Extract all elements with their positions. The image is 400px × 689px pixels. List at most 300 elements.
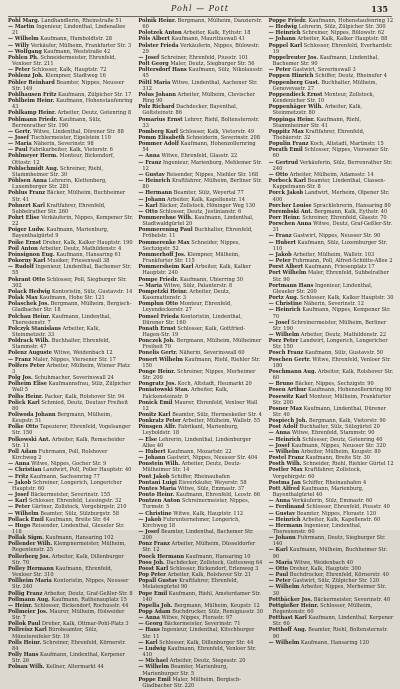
directory-entry xyxy=(138,646,263,658)
entry-name: — Josef xyxy=(268,442,290,449)
entry-name: Ponkratz Peter xyxy=(138,418,181,425)
directory-entry xyxy=(269,283,394,295)
entry-details: Verkäufer, Mülheim, Frankfurter Str. 3 xyxy=(30,42,132,49)
entry-details: Schiffer, Rheinauhafen xyxy=(171,473,230,480)
entry-details: Schlosser, Deutz, Gotenring 40 xyxy=(302,436,383,443)
entry-details: Koch, Altstadt, Martinstr. 15 xyxy=(310,141,384,148)
entry-details: Ingenieur, Lindenthal, Bachemer Str. 55 xyxy=(12,264,132,277)
entry-details: Tapezierer, Ehrenfeld, Vogelsanger Str. 150 xyxy=(12,424,131,437)
entry-details: Kaufmann, Ehrenfeld, Leostr. 66 xyxy=(175,492,261,499)
entry-name: Porschen Anna xyxy=(268,221,312,228)
entry-name: Port Wilhelm xyxy=(268,270,307,277)
entry-details: Näherin, Severinswall 60 xyxy=(179,350,245,357)
entry-details: Bäckermeister, Severinstr. 40 xyxy=(313,596,391,603)
directory-entry xyxy=(138,215,263,227)
entry-name: Pommersheim Karl xyxy=(138,264,194,271)
entry-details: Kraftfahrer, Ehrenfeld, Melatengürtel 90 xyxy=(142,578,239,591)
entry-name: Pollok Paul xyxy=(8,621,41,628)
entry-details: Kaufmann, Hohenzollernring 90 xyxy=(308,387,392,394)
entry-details: Kaufmann, Mülheim, Buchheimer Str. 90 xyxy=(272,547,388,560)
entry-name: Polnik Heinr. xyxy=(138,18,176,24)
entry-name: Pöhlsen Anna xyxy=(8,178,47,185)
entry-name: Populin Franz xyxy=(268,141,309,148)
directory-entry xyxy=(8,215,133,227)
directory-entry xyxy=(8,338,133,350)
entry-name: Ponge Heinr. xyxy=(138,368,176,375)
directory-entry xyxy=(269,270,394,282)
entry-name: Pönsgen Alfr. xyxy=(138,424,177,431)
directory-entry xyxy=(138,677,263,689)
entry-name: Pohlmann Friedr. xyxy=(8,116,58,123)
entry-name: Polus Johann xyxy=(138,91,176,98)
entry-details: Landwirt, Longerich, Longericher Str. 150 xyxy=(272,338,388,351)
entry-name: — Peter xyxy=(8,504,31,511)
entry-name: — Maria xyxy=(138,282,163,289)
directory-entry xyxy=(8,166,133,178)
entry-name: Poschen Gertr. xyxy=(268,356,311,363)
entry-name: Pommer Adolf xyxy=(138,141,179,148)
entry-details: Bergmann, Kalk, Vietorstr. 90 xyxy=(308,418,386,425)
entry-details: Arbeiter, Deutz, Kasemattenstr. 3 xyxy=(142,288,231,302)
entry-details: Maurer, Ehrenfeld, Venloer Wall 12 xyxy=(142,399,258,412)
entry-name: Polak Max xyxy=(8,295,38,302)
entry-details: Bäcker, Mülheim, Buchheimer Str. 41 xyxy=(12,190,126,203)
entry-details: Witwe, Kalk, Hauptstr. 112 xyxy=(173,510,244,517)
entry-details: Schreiner, Ehrenfeld, Glasstr. 70 xyxy=(302,215,387,221)
directory-entry xyxy=(8,277,133,289)
entry-name: — Paul xyxy=(8,147,28,154)
entry-details: Kaufmann, Marienburg, Bayenthalgürtel 40 xyxy=(272,485,364,499)
directory-entry xyxy=(138,578,263,590)
entry-details: Kaufmann, Ehrenfeld, Venloer Str. 410 xyxy=(142,645,257,659)
entry-name: Pohnert Karl xyxy=(8,202,45,209)
entry-details: Kaufmann, Nippes, Kempener Str. 70 xyxy=(272,307,391,320)
entry-name: Polchau Heinr. xyxy=(8,313,51,320)
entry-name: Porr Heinr. xyxy=(268,215,301,221)
entry-details: Kaufmann, Lindenthal, Stadtwaldgürtel 20 xyxy=(142,215,254,228)
entry-details: Kaufmann, Sachsenring 77 xyxy=(29,473,100,480)
entry-details: Eisverkäufer, Weyerstr. 58 xyxy=(178,479,247,486)
entry-name: — Martin xyxy=(8,24,35,31)
entry-name: — Peter xyxy=(268,258,291,265)
entry-details: Schlosser, Kalk, Vietorstr. 49 xyxy=(179,128,255,135)
entry-name: Poppinga Heinr. xyxy=(268,116,315,123)
entry-name: Poppenhäger Wilh. xyxy=(268,104,324,111)
entry-details: Schreiner, Ehrenfeld, Piusstr. 101 xyxy=(160,54,249,61)
entry-name: — Anna xyxy=(138,153,160,160)
directory-entry xyxy=(8,609,133,621)
directory-entry xyxy=(8,80,133,92)
entry-name: Poos Joh. xyxy=(138,559,165,566)
directory-entry xyxy=(138,664,263,676)
directory-entry xyxy=(269,80,394,92)
entry-name: Ponto Heinr. xyxy=(138,492,175,499)
entry-name: Polick Karl xyxy=(8,399,40,406)
entry-details: Kaufmann, Breite Str. 30 xyxy=(305,455,370,462)
entry-name: Pollender Wilh. xyxy=(8,541,53,548)
entry-name: Poock Hermann xyxy=(138,553,185,560)
entry-name: — Willy xyxy=(8,42,30,49)
entry-name: Ponick Emil xyxy=(138,399,173,406)
entry-details: Arbeiter, Deutz, Deutz-Mülheimer Str. 14 xyxy=(142,461,241,474)
entry-name: Ponstein Wilh. xyxy=(138,461,180,468)
directory-entry xyxy=(269,535,394,547)
entry-name: Polke Otto xyxy=(8,424,39,431)
entry-details: Kaufmann, Hohenstaufenring 43 xyxy=(12,98,133,111)
entry-details: Kaufmann, Lindenthal, Theresienstr. 7 xyxy=(12,313,112,326)
entry-name: Portmann Hans xyxy=(268,282,314,289)
column-2 xyxy=(138,18,263,689)
entry-details: Witwe, Deutz, Graf-Geßler-Str. 31 xyxy=(272,221,393,234)
directory-entry xyxy=(138,301,263,313)
entry-details: Kaufmann, Lindenthal, Kerpener Str. 26 xyxy=(12,652,125,665)
directory-entry xyxy=(138,498,263,510)
entry-name: Ponitz Karl xyxy=(138,412,171,418)
entry-details: Tischlermeister, Eigelstein 110 xyxy=(30,134,111,141)
entry-name: Poppel Karl xyxy=(268,42,303,49)
entry-details: Arbeiter, Kalk, Falckensteinstr. 9 xyxy=(142,387,229,400)
entry-details: Dreher, Kalk, Ottmar-Pohl-Platz 3 xyxy=(41,621,129,628)
entry-name: Posner Max xyxy=(268,405,302,412)
directory-entry xyxy=(8,178,133,190)
entry-name: — Hermann xyxy=(138,190,173,197)
entry-details: Bäckermeister, Severinstr. 71 xyxy=(164,621,241,628)
entry-details: Kraftfahrer, Ehrenfeld, Thebäerstr. 32 xyxy=(272,128,365,141)
entry-columns xyxy=(8,18,394,689)
entry-details: Beamter, Lindenthal, Bachemer Str. 200 xyxy=(142,528,254,542)
entry-name: — Josef xyxy=(268,319,290,326)
directory-entry xyxy=(269,547,394,559)
entry-name: Poliwoda Johann xyxy=(8,412,56,418)
directory-entry xyxy=(269,357,394,369)
entry-name: Polenz Auguste xyxy=(8,350,53,357)
entry-name: Pohl Marg. xyxy=(8,18,40,24)
directory-entry xyxy=(138,160,263,172)
entry-details: Klempner, Stadtweg 16 xyxy=(45,73,106,80)
entry-details: Schlosser, Mülheim, Regentenstr. 60 xyxy=(272,602,373,615)
entry-details: Maler, Deutz, Siegburger Str. 56 xyxy=(170,61,255,68)
entry-details: Arbeiter, Deutz, Mathildenstr. 4 xyxy=(39,245,122,252)
entry-details: Buchhalter, Ehrenfeld, Fröbelstr. 11 xyxy=(142,227,253,240)
entry-name: Polhs Heinr. xyxy=(8,393,44,400)
entry-details: Lehrerin, Klettenberg, Luxemburger Str. 281 xyxy=(12,178,107,191)
directory-entry xyxy=(269,486,394,498)
entry-details: Schneidermeister, Ehrenfeld, Venloer Str. 211 xyxy=(12,54,117,68)
directory-entry xyxy=(138,517,263,529)
entry-details: Packer, Kalk, Rolshover Str. 94 xyxy=(44,393,125,400)
directory-entry xyxy=(138,326,263,338)
directory-entry xyxy=(8,314,133,326)
entry-name: — Otto xyxy=(268,565,289,572)
entry-name: Porath Emil xyxy=(268,147,303,154)
entry-name: Ponz Franz xyxy=(138,541,170,548)
entry-name: Pontzen Anton xyxy=(138,498,181,505)
directory-entry xyxy=(8,437,133,449)
entry-details: Ingenieur, Lindenthal, Theresienstr. 60 xyxy=(272,522,362,535)
entry-details: Schlosser, Kalk, Dillenburger Str. 44 xyxy=(159,639,254,646)
entry-name: — Hermann xyxy=(268,522,303,529)
entry-name: — Johann xyxy=(138,455,166,462)
entry-details: Gärtner, Zollstock, Vorgebirgstr. 210 xyxy=(31,504,127,511)
directory-entry xyxy=(8,363,133,375)
entry-name: Polfers Peter xyxy=(8,362,45,369)
directory-entry xyxy=(269,394,394,406)
entry-name: Pontani Luigi xyxy=(138,479,177,486)
entry-details: Arbeiter, Kalk, Kapellenstr. 60 xyxy=(302,516,381,523)
entry-details: Arbeiter, Kalk, Rolshover Str. 21 xyxy=(167,572,252,579)
entry-details: Arbeiter, Mülheim, Düsseldorfer Str. 12 xyxy=(142,541,256,554)
entry-name: Popp Adam xyxy=(138,609,171,615)
entry-name: Porbeck Karl xyxy=(268,178,306,185)
directory-entry xyxy=(269,307,394,319)
entry-details: Beamter, Sülz, Sülzburgstr. 58 xyxy=(40,510,119,517)
entry-name: Pomarius Ernst xyxy=(138,116,183,123)
entry-details: Bergmann, Mülheim, Keupstr. 12 xyxy=(174,602,260,609)
directory-entry xyxy=(8,153,133,165)
entry-name: — Anna xyxy=(8,461,30,468)
entry-details: Maurer, Mülheim, Holweider Str. 7 xyxy=(12,609,125,622)
directory-entry xyxy=(138,92,263,104)
entry-name: — Wilhelm xyxy=(268,331,300,338)
entry-name: Polster Frieda xyxy=(138,42,179,49)
entry-details: Bergmann, Mülheim, Bergisch-Gladbacher Str. 18 xyxy=(12,301,132,314)
entry-details: Kaufmann, Lindenthal, Bachemer Str. 90 xyxy=(272,54,379,68)
entry-details: Fabrikarbeiter, Kalk, Vietorstr. 6 xyxy=(29,147,113,154)
entry-name: Pomberg Karl xyxy=(138,128,178,135)
entry-details: Koch, Altstadt, Heumarkt 20 xyxy=(177,381,252,388)
entry-details: Kellner, Altermarkt 44 xyxy=(46,664,104,671)
entry-name: — Heinrich xyxy=(138,178,171,185)
entry-details: Schreiner, Riehl, Stammheimer Str. 30 xyxy=(12,165,104,178)
entry-details: Schlosser, Ehrenfeld, Piusstr. 40 xyxy=(306,504,390,511)
entry-details: Klempnermeister, Mülheim, Regentenstr. 25 xyxy=(12,541,126,554)
entry-name: — Hans xyxy=(138,627,160,634)
entry-details: Schlosser, Kalk, Kalker Hauptstr. 30 xyxy=(300,295,394,302)
entry-name: Poike Ernst xyxy=(8,239,42,246)
directory-entry xyxy=(8,117,133,129)
directory-entry xyxy=(138,338,263,350)
directory-entry xyxy=(269,129,394,141)
entry-name: Pospiech Joh. xyxy=(268,418,308,425)
entry-details: Verkäuferin, Sülz, Emmastr. 60 xyxy=(291,498,373,505)
entry-details: Lehrerin, Sülz, Zülpicher Str. 300 xyxy=(298,24,386,31)
entry-details: Landhandlerin, Rheinstraße 51 xyxy=(41,18,122,24)
entry-details: Arbeiter, Kalk, Steinmetzstr. 80 xyxy=(272,104,363,117)
entry-name: Poost Karl xyxy=(138,565,169,572)
entry-details: Ingenieur, Lindenthal, Gleueler Str. 200 xyxy=(272,282,373,295)
entry-name: — Wilhelm xyxy=(8,36,39,43)
entry-details: Arbeiter, Kalk, Kalker Hauptstr. 240 xyxy=(142,264,252,277)
entry-name: — Ludwig xyxy=(138,645,166,652)
entry-details: Fuhrmann, Poll, Alfred-Schütte-Allee 2 xyxy=(292,258,393,265)
entry-name: Pollmeier Jos. xyxy=(8,609,48,615)
entry-name: Popella Joh. xyxy=(138,602,173,609)
entry-details: Beamter, Nippes, Florastr. 120 xyxy=(296,510,377,517)
entry-name: — Michael xyxy=(138,658,169,665)
directory-entry xyxy=(138,252,263,264)
entry-details: Arbeiter, Mülheim, Keupstr. 80 xyxy=(300,448,381,455)
entry-details: Schiffer, Rheinauhafen 4 xyxy=(302,479,367,486)
entry-name: Polheim Elise xyxy=(8,381,47,388)
entry-name: — Johann xyxy=(268,535,296,542)
directory-entry xyxy=(8,627,133,639)
entry-details: Kaufmann, Sülz, Luxemburger Str. 110 xyxy=(272,239,388,252)
entry-name: — Christian xyxy=(8,467,42,474)
entry-name: Post Adolf xyxy=(268,424,298,431)
directory-entry xyxy=(138,18,263,30)
page-number: 135 xyxy=(371,4,388,14)
entry-details: Monteur, Bickendorf, Ottostr. 12 xyxy=(12,153,115,166)
entry-name: — Anna xyxy=(268,498,291,505)
directory-entry xyxy=(138,141,263,153)
entry-name: Poldrack Wilh. xyxy=(8,338,50,345)
entry-name: — Otto xyxy=(138,208,158,215)
directory-entry xyxy=(8,523,133,535)
entry-details: Schuhmacher, Severinswall 24 xyxy=(34,375,114,382)
entry-details: Kaufmann, Friesenplatz 17 xyxy=(304,264,375,271)
entry-details: Kaufmann, Sülz, Berrenrather Str. 190 xyxy=(12,116,102,129)
entry-details: Witwe, Ehrenfeld, Glasstr. 22 xyxy=(161,153,238,160)
entry-name: Porz Peter xyxy=(268,338,299,345)
entry-details: Kaufmann, Hansaring 102 xyxy=(45,535,114,542)
entry-details: Beamter, Sülz, Weyertal 77 xyxy=(173,190,244,197)
entry-details: Kaufmann, Hohenzollernring 54 xyxy=(142,141,256,154)
entry-name: Potthoff Aug. xyxy=(268,627,307,634)
directory-entry xyxy=(8,480,133,492)
entry-name: — Georg xyxy=(138,621,163,628)
entry-name: — Johann xyxy=(268,36,296,43)
directory-entry xyxy=(8,640,133,652)
directory-entry xyxy=(138,227,263,239)
directory-entry xyxy=(8,578,133,590)
entry-name: — Wilhelm xyxy=(268,639,300,646)
entry-details: Dreher, Kalk, Kalker Hauptstr. 190 xyxy=(42,239,133,246)
entry-name: Pontes Maria xyxy=(138,485,177,492)
directory-entry xyxy=(269,584,394,596)
entry-name: — Heinrich xyxy=(268,30,301,37)
directory-entry xyxy=(8,55,133,67)
entry-name: Pollig Franz xyxy=(8,590,43,597)
entry-details: Kaufmann, Hohenstaufenring 12 xyxy=(308,18,394,24)
directory-entry xyxy=(269,55,394,67)
entry-details: Fuhrmann, Deutz, Siegburger Str. 140 xyxy=(272,535,386,548)
directory-entry xyxy=(269,147,394,159)
entry-details: Arbeiter, Deutz, Siegesstr. 20 xyxy=(169,658,246,665)
entry-details: Kaufmann, Humboldtstr. 28 xyxy=(40,36,113,43)
entry-name: Poppen Hinrich xyxy=(268,73,314,80)
entry-details: Schlosser, Ehrenfeld, Everhardstr. 19 xyxy=(272,42,393,55)
entry-details: Musiker, Friesenwall 38 xyxy=(47,258,110,265)
entry-name: — Hubert xyxy=(138,448,166,455)
directory-entry xyxy=(138,67,263,79)
running-title: Pohl — Pott xyxy=(171,4,229,13)
entry-details: Arbeiter, Mülheim, Wallstr. 55 xyxy=(182,418,261,425)
entry-name: Pohlus Franz xyxy=(8,190,46,197)
entry-details: Kontoristin, Lindenthal, Dürener Str. 160 xyxy=(142,313,242,326)
entry-name: — Gertrud xyxy=(268,159,299,166)
entry-details: Landwirt, Poll, Poller Hauptstr. 40 xyxy=(43,467,132,474)
entry-name: — Wilhelm xyxy=(268,448,300,455)
entry-name: Pohlhausen Fritz xyxy=(8,91,57,98)
entry-details: Schiffer, Deutz, Rheinufer 4 xyxy=(315,73,387,80)
entry-details: Beamter, Nippes, Neusser Str. 149 xyxy=(12,79,125,92)
entry-details: Kaufmann, Hansaring 10 xyxy=(185,553,251,560)
entry-name: — Josef xyxy=(8,492,29,499)
entry-name: — Anna xyxy=(138,615,160,622)
entry-details: Monteur, Zollstock, Kendenicher Str. 10 xyxy=(272,91,375,105)
column-3 xyxy=(269,18,394,689)
entry-details: Landwirt, Merheim, Olpener Str. 400 xyxy=(272,190,390,203)
entry-name: Polotzek Anton xyxy=(138,30,182,37)
entry-details: Gastwirt, Severinswall 3 xyxy=(292,67,356,74)
directory-entry xyxy=(269,178,394,190)
column-1 xyxy=(8,18,133,689)
entry-details: Schlosser, Deutz, Justinianstr. 6 xyxy=(159,208,242,215)
entry-details: Arbeiter, Kalk, Steinmetzstr. 33 xyxy=(12,325,100,338)
entry-details: Kaufmann, Riehl, Stammheimer Str. 41 xyxy=(272,116,362,129)
directory-entry xyxy=(269,640,394,646)
entry-name: Pott Alfred xyxy=(268,485,300,492)
directory-entry xyxy=(269,160,394,172)
directory-entry xyxy=(269,320,394,332)
entry-details: Kontoristin, Sülz, Gustavstr. 14 xyxy=(51,288,133,295)
entry-details: Buchhalter, Sülz, Sülzgürtel 20 xyxy=(299,424,380,431)
entry-details: Schlosser, Poll, Siegburger Str. 302 xyxy=(12,276,127,289)
entry-name: Pollak Sigm. xyxy=(8,535,44,542)
entry-name: Pomplun Otto xyxy=(138,301,179,308)
entry-name: Pohlheim Heinr. xyxy=(8,98,55,105)
entry-details: Lehrerin, Lindenthal, Lindenburger Allee 40 xyxy=(142,436,252,449)
entry-details: Bergmann, Mülheim, Mülheimer Freiheit 70 xyxy=(142,338,262,351)
directory-entry xyxy=(8,227,133,239)
entry-details: Bäckermeister, Severinstr. 155 xyxy=(30,492,111,499)
entry-name: Polczyk Stanislaus xyxy=(8,325,61,332)
entry-details: Näherin, Severinstr. 12 xyxy=(303,301,364,308)
entry-name: Pompetzki Heinr. xyxy=(138,288,188,295)
entry-details: Witwe, Sülz, Palanterstr. 8 xyxy=(163,282,233,289)
directory-entry xyxy=(138,529,263,541)
entry-name: — Josef xyxy=(138,528,160,535)
entry-details: Kaufmann, Marienburg, Bayenthalgürtel 9 xyxy=(12,227,109,240)
directory-entry xyxy=(138,461,263,473)
entry-name: Pope Emil xyxy=(138,590,168,597)
entry-name: Pöltl Maria xyxy=(138,79,171,86)
entry-details: Beamter, Marienburg, Marienburger Str. 5 xyxy=(142,664,228,677)
entry-details: Gastwirt, Nippes, Neusser Str. 404 xyxy=(167,455,258,462)
entry-details: Verkäuferin, Nippes, Kempener Str. 22 xyxy=(12,215,134,228)
entry-details: Witwe, Nippes, Florastr. 97 xyxy=(161,615,233,622)
entry-details: Kaufmann, Rathenauplatz 15 xyxy=(51,596,127,603)
entry-details: Buchhalter, Ehrenfeld, Stammstr. 47 xyxy=(12,338,111,351)
entry-details: Schreiner, Nippes, Merheimer Str. 200 xyxy=(142,368,256,382)
directory-entry xyxy=(8,400,133,412)
directory-entry xyxy=(8,554,133,566)
directory-entry xyxy=(8,203,133,215)
entry-details: Kaufmann, Ubierring 30 xyxy=(179,276,243,283)
entry-details: Schneider, Nippes, Sechzigstr. 52 xyxy=(142,239,241,252)
entry-name: Polnau Wilh. xyxy=(8,664,45,671)
entry-name: Pommerenke Max xyxy=(138,239,190,246)
entry-details: Arbeiter, Kalk, Dillenburger Str. 70 xyxy=(12,553,124,566)
entry-details: Schreiner, Ehrenfeld, Körnerstr. 84 xyxy=(12,639,126,652)
directory-entry xyxy=(138,627,263,639)
entry-name: Poppenberg Gust. xyxy=(268,79,320,86)
entry-details: Monteur, Mülheim, Frankfurter Str. 200 xyxy=(272,393,391,406)
entry-details: Buchhalter, Mülheim, Genovevastr. 27 xyxy=(272,79,378,92)
entry-name: Porst Albert xyxy=(268,264,304,271)
entry-name: — Karl xyxy=(268,547,288,554)
entry-details: Witwe, Ehrenfeld, Stammstr. 90 xyxy=(291,430,375,437)
